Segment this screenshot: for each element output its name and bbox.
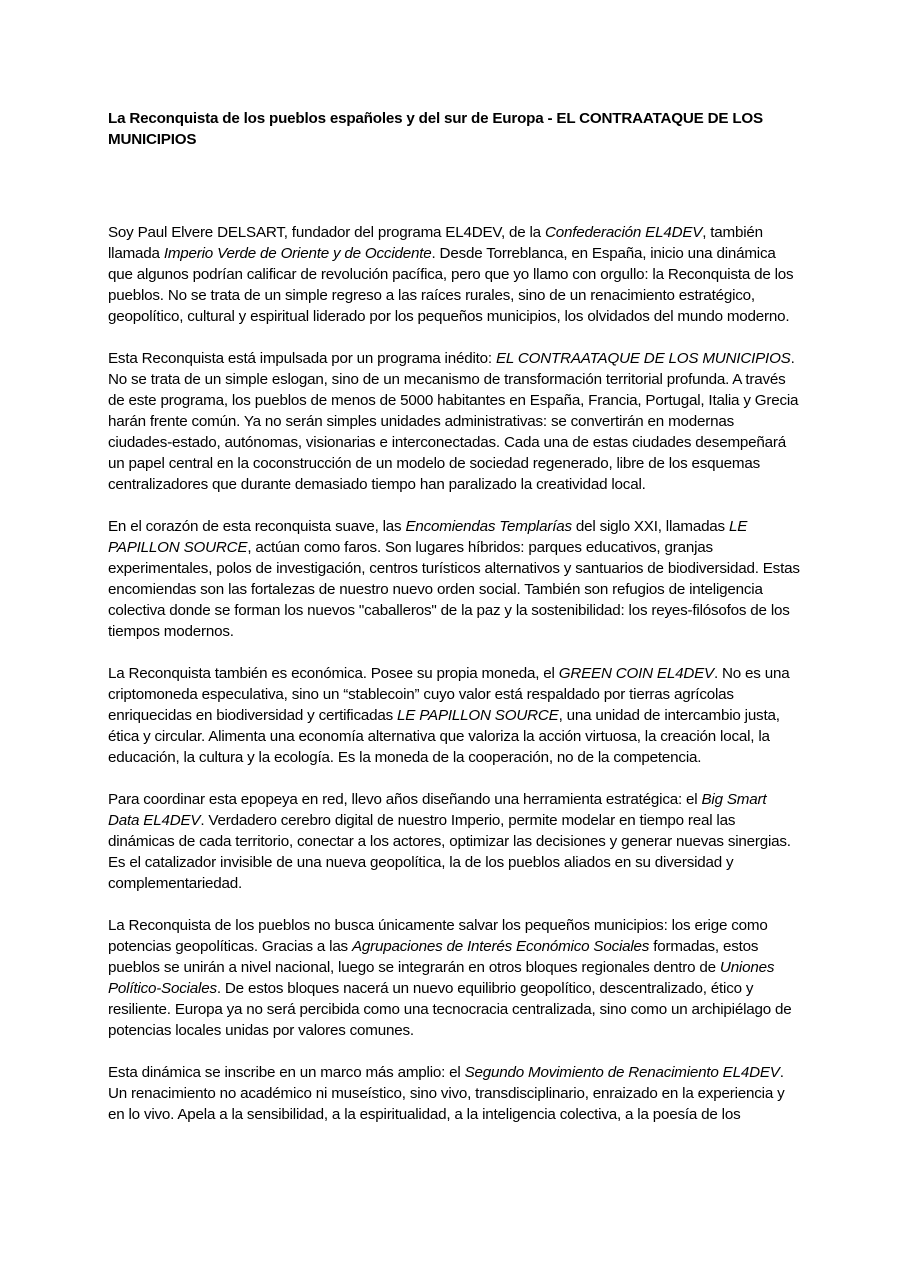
text-run: Soy Paul Elvere DELSART, fundador del programa EL4DEV, de la	[108, 224, 545, 241]
italic-run: Segundo Movimiento de Renacimiento EL4DEV	[464, 1064, 780, 1081]
paragraph	[108, 222, 800, 327]
italic-run: GREEN COIN EL4DEV	[558, 665, 714, 682]
italic-run: Uniones Político-Sociales	[108, 959, 775, 997]
italic-run: Imperio Verde de Oriente y de Occidente	[163, 245, 432, 262]
text-run: La Reconquista de los pueblos no busca únicamente salvar los pequeños municipios: los erige como potencias geopolíticas. Gracias a las	[108, 917, 768, 955]
paragraph	[108, 1062, 800, 1125]
text-run: . No se trata de un simple eslogan, sino de un mecanismo de transformación territorial profunda. A través de este programa, los pueblos de menos de 5000 habitantes en España, Francia, Portugal, Italia y Grecia harán frente común. Ya no serán simples unidades administrativas: se convertirán en modernas ciudades-estado, autónomas, visionarias e interconectadas. Cada una de estas ciudades desempeñará un papel central en la coconstrucción de un modelo de sociedad regenerado, libre de los esquemas centralizadores que durante demasiado tiempo han paralizado la creatividad local.	[108, 350, 799, 493]
text-run: En el corazón de esta reconquista suave, las	[108, 518, 406, 535]
text-run: . Desde Torreblanca, en España, inicio una dinámica que algunos podrían calificar de revolución pacífica, pero que yo llamo con orgullo: la Reconquista de los pueblos. No se trata de un simple regreso a las raíces rurales, sino de un renacimiento estratégico, geopolítico, cultural y espiritual liderado por los pequeños municipios, los olvidados del mundo moderno.	[108, 245, 794, 325]
italic-run: EL CONTRAATAQUE DE LOS MUNICIPIOS	[495, 350, 791, 367]
text-run: Esta Reconquista está impulsada por un programa inédito:	[108, 350, 496, 367]
text-run: La Reconquista también es económica. Posee su propia moneda, el	[108, 665, 559, 682]
document-body	[108, 108, 800, 1125]
text-run: formadas, estos pueblos se unirán a nivel nacional, luego se integrarán en otros bloques regionales dentro de	[108, 938, 759, 976]
italic-run: LE PAPILLON SOURCE	[108, 518, 748, 556]
text-run: . De estos bloques nacerá un nuevo equilibrio geopolítico, descentralizado, ético y resiliente. Europa ya no será percibida como una tecnocracia centralizada, sino como un archipiélago de potencias locales unidas por valores comunes.	[108, 980, 792, 1039]
text-run: Para coordinar esta epopeya en red, llevo años diseñando una herramienta estratégica: el	[108, 791, 702, 808]
italic-run: Agrupaciones de Interés Económico Sociales	[351, 938, 650, 955]
italic-run: Confederación EL4DEV	[544, 224, 703, 241]
document-title: La Reconquista de los pueblos españoles y del sur de Europa - EL CONTRAATAQUE DE LOS MUNICIPIOS	[108, 110, 763, 148]
italic-run: LE PAPILLON SOURCE	[397, 707, 559, 724]
text-run: . Un renacimiento no académico ni museístico, sino vivo, transdisciplinario, enraizado en la experiencia y en lo vivo. Apela a la sensibilidad, a la espiritualidad, a la inteligencia colectiva, a la poesía de los	[108, 1064, 785, 1123]
text-run: del siglo XXI, llamadas	[571, 518, 729, 535]
text-run: . No es una criptomoneda especulativa, sino un “stablecoin” cuyo valor está respaldado por tierras agrícolas enriquecidas en biodiversidad y certificadas	[108, 665, 790, 724]
text-run: , una unidad de intercambio justa, ética y circular. Alimenta una economía alternativa que valoriza la acción virtuosa, la creación local, la educación, la cultura y la ecología. Es la moneda de la cooperación, no de la competencia.	[108, 707, 780, 766]
text-run: Esta dinámica se inscribe en un marco más amplio: el	[108, 1064, 465, 1081]
paragraph	[108, 789, 800, 894]
paragraph	[108, 915, 800, 1041]
text-run: , actúan como faros. Son lugares híbridos: parques educativos, granjas experimentales, polos de investigación, centros turísticos alternativos y santuarios de biodiversidad. Estas encomiendas son las fortalezas de nuestro nuevo orden social. También son refugios de inteligencia colectiva donde se forman los nuevos "caballeros" de la paz y la sostenibilidad: los reyes-filósofos de los tiempos modernos.	[108, 539, 800, 640]
text-run: , también llamada	[108, 224, 763, 262]
paragraph	[108, 663, 800, 768]
text-run: . Verdadero cerebro digital de nuestro Imperio, permite modelar en tiempo real las dinámicas de cada territorio, conectar a los actores, optimizar las decisiones y generar nuevas sinergias. Es el catalizador invisible de una nueva geopolítica, la de los pueblos aliados en su diversidad y complementariedad.	[108, 812, 791, 892]
paragraph	[108, 348, 800, 495]
paragraph	[108, 516, 800, 642]
italic-run: Big Smart Data EL4DEV	[108, 791, 767, 829]
italic-run: Encomiendas Templarías	[405, 518, 572, 535]
